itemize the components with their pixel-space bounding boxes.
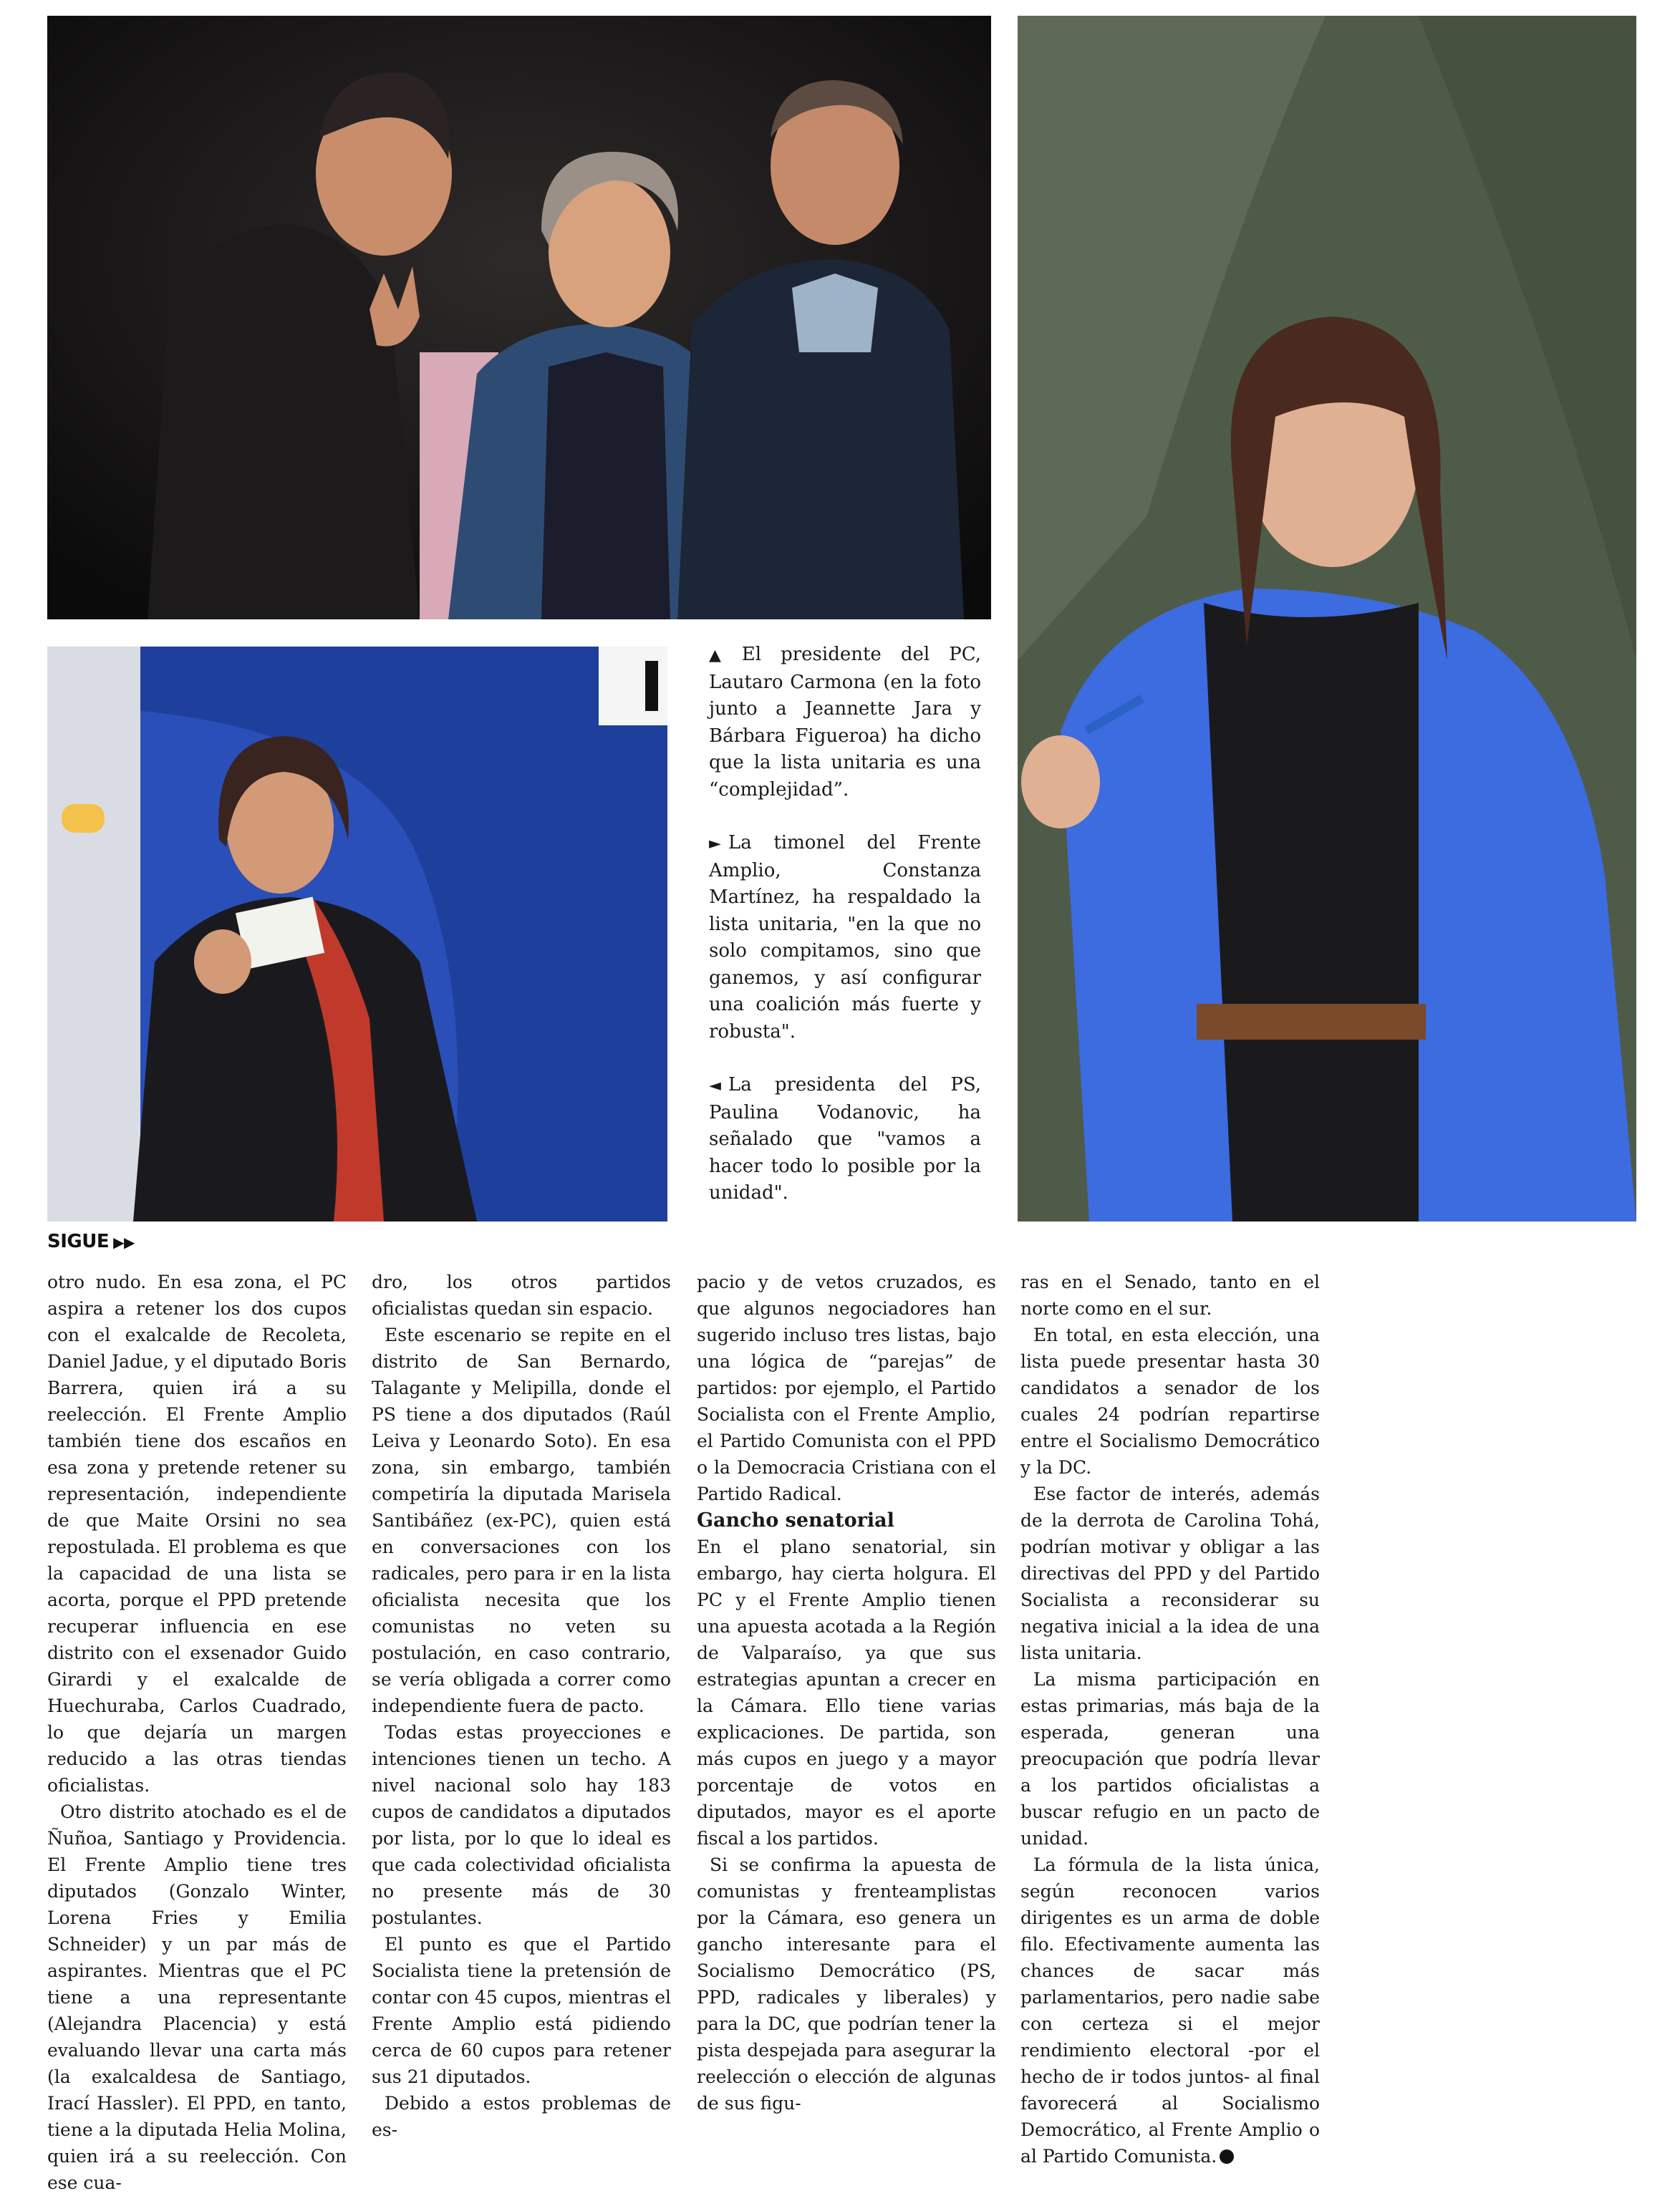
paragraph: En el plano senatorial, sin embargo, hay cierta holgura. El PC y el Frente Amplio tienen una apuesta acotada a la Región de Valparaíso, ya que sus estrategias apuntan a crecer en la Cámara. Ello tiene varias explicaciones. De partida, son más cupos en juego y a mayor porcentaje de votos en diputados, mayor es el aporte fiscal a los partidos. bbox=[697, 1537, 996, 1849]
paragraph: Otro distrito atochado es el de Ñuñoa, Santiago y Providencia. El Frente Amplio tiene tres diputados (Gonzalo Winter, Lorena Fries y Emilia Schneider) y un par más de aspirantes. Mientras que el PC tiene a una representante (Alejandra Placencia) y está evaluando llevar una carta más (la exalcaldesa de Santiago, Irací Hassler). El PPD, en tanto, tiene a la diputada Helia Molina, quien irá a su reelección. Con ese cua- bbox=[47, 1801, 347, 2193]
paragraph-final bbox=[1020, 1852, 1320, 2170]
paragraph: Debido a estos problemas de es- bbox=[372, 2093, 671, 2140]
photo-fa-president bbox=[1018, 16, 1636, 1222]
caption-ps-text: La presidenta del PS, Paulina Vodanovic, ha señalado que "vamos a hacer todo lo posible por la unidad". bbox=[709, 1074, 981, 1204]
end-mark-icon bbox=[1220, 2149, 1234, 2164]
photo-captions bbox=[709, 642, 981, 1234]
paragraph-final-text: La fórmula de la lista única, según reconocen varios dirigentes es un arma de doble filo. Efectivamente aumenta las chances de sacar más parlamentarios, pero nadie sabe con certeza si el mejor rendimiento electoral -por el hecho de ir todos juntos- al final favorecerá al Socialismo Democrático, al Frente Amplio o al Partido Comunista. bbox=[1020, 1854, 1320, 2167]
article-column-2 bbox=[372, 1269, 671, 2143]
article-column-4 bbox=[1020, 1269, 1320, 2170]
paragraph: Todas estas proyecciones e intenciones tienen un techo. A nivel nacional solo hay 183 cupos de candidatos a diputados por lista, por lo que lo ideal es que cada colectividad oficialista no presente más de 30 postulantes. bbox=[372, 1722, 671, 1928]
caption-arrow-right-icon: ► bbox=[709, 835, 721, 853]
photo-pc-leaders-image bbox=[47, 16, 991, 619]
paragraph: El punto es que el Partido Socialista tiene la pretensión de contar con 45 cupos, mientras el Frente Amplio está pidiendo cerca de 60 cupos para retener sus 21 diputados. bbox=[372, 1934, 671, 2087]
article-column-1 bbox=[47, 1269, 347, 2196]
caption-ps bbox=[709, 1072, 981, 1207]
paragraph: La misma participación en estas primarias, más baja de la esperada, generan una preocupación que podría llevar a los partidos oficialistas a buscar refugio en un pacto de unidad. bbox=[1020, 1669, 1320, 1849]
double-arrow-icon: ▶▶ bbox=[113, 1234, 135, 1251]
sigue-marker bbox=[47, 1231, 135, 1252]
paragraph: Ese factor de interés, además de la derrota de Carolina Tohá, podrían motivar y obligar a las directivas del PPD y del Partido Socialista a reconsiderar su negativa inicial a la idea de una lista unitaria. bbox=[1020, 1484, 1320, 1663]
photo-ps-president bbox=[47, 647, 667, 1222]
paragraph: En total, en esta elección, una lista puede presentar hasta 30 candidatos a senador de los cuales 24 podrían repartirse entre el Socialismo Democrático y la DC. bbox=[1020, 1325, 1320, 1478]
photo-fa-president-image bbox=[1018, 16, 1636, 1222]
sigue-label: SIGUE bbox=[47, 1231, 110, 1252]
caption-fa bbox=[709, 830, 981, 1045]
paragraph: Si se confirma la apuesta de comunistas y frenteamplistas por la Cámara, eso genera un gancho interesante para el Socialismo Democrático (PS, PPD, radicales y liberales) y para la DC, que podrían tener la pista despejada para asegurar la reelección o elección de algunas de sus figu- bbox=[697, 1854, 996, 2114]
paragraph: otro nudo. En esa zona, el PC aspira a retener los dos cupos con el exalcalde de Recoleta, Daniel Jadue, y el diputado Boris Barrera, quien irá a su reelección. El Frente Amplio también tiene dos escaños en esa zona y pretende retener su representación, independiente de que Maite Orsini no sea repostulada. El problema es que la capacidad de una lista se acorta, porque el PPD pretende recuperar influencia en ese distrito con el exsenador Guido Girardi y el exalcalde de Huechuraba, Carlos Cuadrado, lo que dejaría un margen reducido a las otras tiendas oficialistas. bbox=[47, 1272, 347, 1796]
paragraph: Este escenario se repite en el distrito de San Bernardo, Talagante y Melipilla, donde el PS tiene a dos diputados (Raúl Leiva y Leonardo Soto). En esa zona, sin embargo, también competiría la diputada Marisela Santibáñez (ex-PC), quien está en conversaciones con los radicales, pero para ir en la lista oficialista necesita que los comunistas no veten su postulación, en caso contrario, se vería obligada a correr como independiente fuera de pacto. bbox=[372, 1325, 671, 1716]
photo-pc-leaders bbox=[47, 16, 991, 619]
caption-fa-text: La timonel del Frente Amplio, Constanza Martínez, ha respaldado la lista unitaria, "en la que no solo compitamos, sino que ganemos, y así configurar una coalición más fuerte y robusta". bbox=[709, 832, 981, 1043]
subheading-gancho-senatorial: Gancho senatorial bbox=[697, 1509, 894, 1532]
photo-ps-president-image bbox=[47, 647, 667, 1222]
article-column-3 bbox=[697, 1269, 996, 2117]
caption-arrow-up-icon: ▲ bbox=[709, 647, 735, 664]
paragraph: dro, los otros partidos oficialistas quedan sin espacio. bbox=[372, 1272, 671, 1319]
paragraph: pacio y de vetos cruzados, es que algunos negociadores han sugerido incluso tres listas, bajo una lógica de “parejas” de partidos: por ejemplo, el Partido Socialista con el Frente Amplio, el Partido Comunista con el PPD o la Democracia Cristiana con el Partido Radical. bbox=[697, 1272, 996, 1504]
caption-arrow-left-icon: ◄ bbox=[709, 1077, 721, 1095]
caption-pc-text: El presidente del PC, Lautaro Carmona (en la foto junto a Jeannette Jara y Bárbara Figueroa) ha dicho que la lista unitaria es una “complejidad”. bbox=[709, 644, 981, 800]
caption-pc bbox=[709, 642, 981, 803]
paragraph: ras en el Senado, tanto en el norte como en el sur. bbox=[1020, 1272, 1320, 1319]
